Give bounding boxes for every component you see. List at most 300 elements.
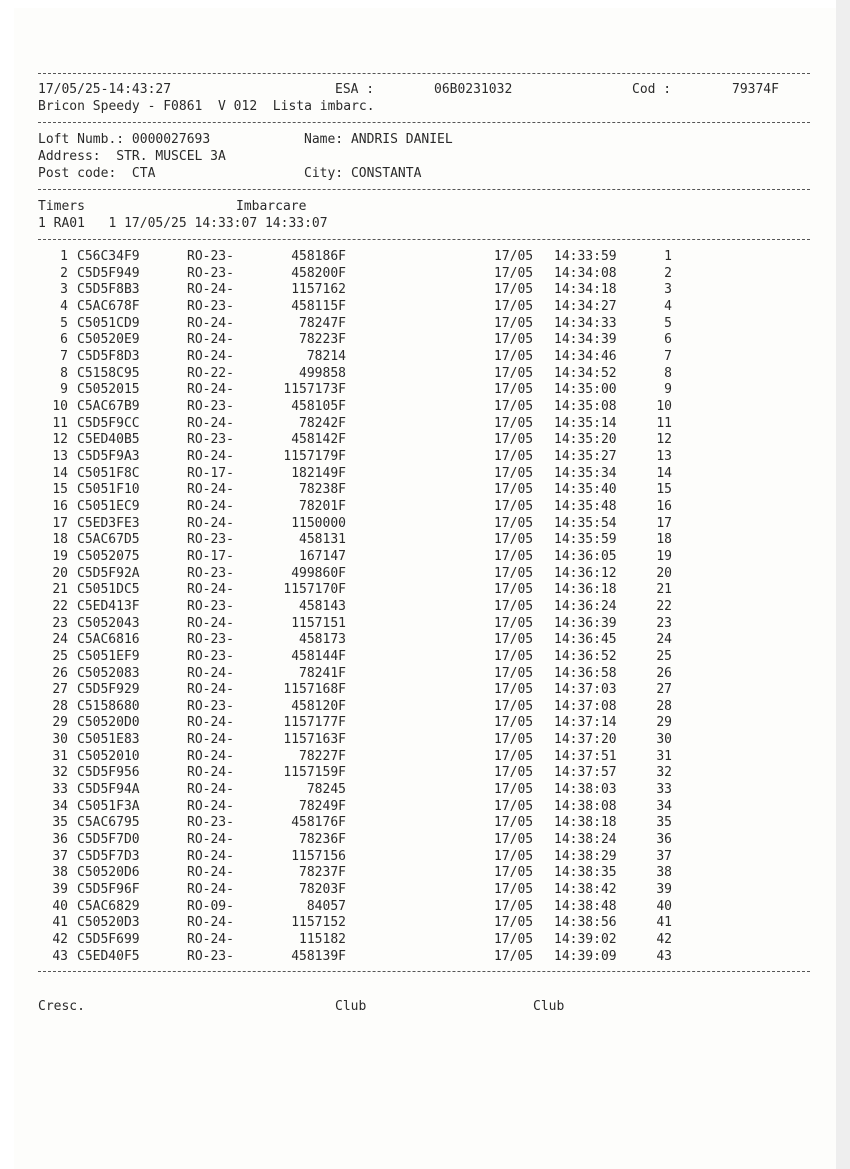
row-index: 20: [52, 565, 68, 581]
arrival-time: 14:36:45: [554, 632, 617, 648]
ring-number: 167147: [299, 548, 346, 564]
table-row: [0, 249, 850, 266]
table-row: [0, 915, 850, 932]
position: 33: [656, 782, 672, 798]
position: 23: [656, 615, 672, 631]
chip-id: C5051E83: [77, 732, 140, 748]
arrival-date: 17/05: [494, 632, 534, 648]
arrival-time: 14:38:29: [554, 848, 617, 864]
ring-prefix: RO-24-: [187, 665, 234, 681]
ring-prefix: RO-24-: [187, 415, 234, 431]
ring-prefix: RO-17-: [187, 465, 234, 481]
position: 26: [656, 665, 672, 681]
position: 15: [656, 482, 672, 498]
arrival-date: 17/05: [494, 282, 534, 298]
row-index: 5: [60, 315, 68, 331]
arrival-date: 17/05: [494, 898, 534, 914]
ring-prefix: RO-23-: [187, 432, 234, 448]
ring-number: 1157173F: [283, 382, 346, 398]
chip-id: C5051F10: [77, 482, 140, 498]
table-row: [0, 482, 850, 499]
ring-number: 1150000: [291, 515, 346, 531]
ring-number: 78214: [306, 348, 346, 364]
arrival-time: 14:37:51: [554, 748, 617, 764]
table-row: [0, 699, 850, 716]
ring-prefix: RO-24-: [187, 582, 234, 598]
separator-header: [38, 122, 810, 123]
arrival-time: 14:39:09: [554, 948, 617, 964]
ring-prefix: RO-23-: [187, 698, 234, 714]
ring-number: 1157156: [291, 848, 346, 864]
chip-id: C5AC678F: [77, 298, 140, 314]
ring-number: 78241F: [299, 665, 346, 681]
position: 30: [656, 732, 672, 748]
ring-prefix: RO-24-: [187, 448, 234, 464]
position: 35: [656, 815, 672, 831]
ring-prefix: RO-17-: [187, 548, 234, 564]
table-row: [0, 832, 850, 849]
arrival-date: 17/05: [494, 715, 534, 731]
ring-prefix: RO-24-: [187, 282, 234, 298]
row-index: 6: [60, 332, 68, 348]
ring-prefix: RO-24-: [187, 832, 234, 848]
ring-prefix: RO-24-: [187, 865, 234, 881]
owner-name: Name: ANDRIS DANIEL: [304, 132, 453, 147]
arrival-date: 17/05: [494, 648, 534, 664]
chip-id: C5ED40F5: [77, 948, 140, 964]
chip-id: C5052010: [77, 748, 140, 764]
arrival-date: 17/05: [494, 948, 534, 964]
ring-number: 78245: [306, 782, 346, 798]
position: 19: [656, 548, 672, 564]
row-index: 42: [52, 932, 68, 948]
arrival-time: 14:36:52: [554, 648, 617, 664]
ring-prefix: RO-24-: [187, 915, 234, 931]
arrival-time: 14:37:57: [554, 765, 617, 781]
row-index: 36: [52, 832, 68, 848]
position: 28: [656, 698, 672, 714]
ring-number: 499858: [299, 365, 346, 381]
table-row: [0, 899, 850, 916]
table-row: [0, 865, 850, 882]
position: 13: [656, 448, 672, 464]
ring-number: 458139F: [291, 948, 346, 964]
ring-number: 458115F: [291, 298, 346, 314]
chip-id: C5052075: [77, 548, 140, 564]
arrival-time: 14:38:03: [554, 782, 617, 798]
ring-number: 115182: [299, 932, 346, 948]
ring-number: 1157168F: [283, 682, 346, 698]
arrival-date: 17/05: [494, 598, 534, 614]
ring-number: 458144F: [291, 648, 346, 664]
chip-id: C5052015: [77, 382, 140, 398]
chip-id: C5ED3FE3: [77, 515, 140, 531]
ring-number: 78201F: [299, 498, 346, 514]
ring-number: 84057: [306, 898, 346, 914]
table-row: [0, 799, 850, 816]
arrival-date: 17/05: [494, 548, 534, 564]
ring-prefix: RO-23-: [187, 815, 234, 831]
ring-prefix: RO-24-: [187, 732, 234, 748]
ring-prefix: RO-23-: [187, 565, 234, 581]
arrival-date: 17/05: [494, 582, 534, 598]
arrival-time: 14:36:24: [554, 598, 617, 614]
ring-number: 1157152: [291, 915, 346, 931]
table-row: [0, 549, 850, 566]
row-index: 33: [52, 782, 68, 798]
ring-prefix: RO-24-: [187, 615, 234, 631]
table-row: [0, 682, 850, 699]
print-datetime: 17/05/25-14:43:27: [38, 82, 172, 97]
timer-line: 1 RA01 1 17/05/25 14:33:07 14:33:07: [38, 216, 328, 231]
position: 40: [656, 898, 672, 914]
arrival-date: 17/05: [494, 865, 534, 881]
table-row: [0, 516, 850, 533]
row-index: 38: [52, 865, 68, 881]
chip-id: C5ED40B5: [77, 432, 140, 448]
position: 18: [656, 532, 672, 548]
row-index: 34: [52, 798, 68, 814]
row-index: 7: [60, 348, 68, 364]
chip-id: C5051F3A: [77, 798, 140, 814]
row-index: 10: [52, 398, 68, 414]
ring-number: 78203F: [299, 882, 346, 898]
arrival-time: 14:38:18: [554, 815, 617, 831]
arrival-time: 14:35:59: [554, 532, 617, 548]
arrival-time: 14:35:14: [554, 415, 617, 431]
ring-number: 182149F: [291, 465, 346, 481]
position: 6: [664, 332, 672, 348]
ring-prefix: RO-24-: [187, 332, 234, 348]
ring-prefix: RO-23-: [187, 398, 234, 414]
row-index: 12: [52, 432, 68, 448]
position: 20: [656, 565, 672, 581]
table-row: [0, 349, 850, 366]
position: 24: [656, 632, 672, 648]
row-index: 1: [60, 249, 68, 264]
ring-prefix: RO-23-: [187, 948, 234, 964]
chip-id: C5AC67D5: [77, 532, 140, 548]
table-row: [0, 299, 850, 316]
table-row: [0, 949, 850, 966]
table-row: [0, 282, 850, 299]
chip-id: C5D5F9CC: [77, 415, 140, 431]
row-index: 26: [52, 665, 68, 681]
chip-id: C5051F8C: [77, 465, 140, 481]
timers-label: Timers: [38, 199, 85, 214]
arrival-time: 14:34:33: [554, 315, 617, 331]
ring-prefix: RO-23-: [187, 598, 234, 614]
row-index: 24: [52, 632, 68, 648]
table-row: [0, 749, 850, 766]
imbarcare-label: Imbarcare: [236, 199, 307, 214]
arrival-time: 14:38:42: [554, 882, 617, 898]
ring-prefix: RO-09-: [187, 898, 234, 914]
table-row: [0, 332, 850, 349]
ring-prefix: RO-23-: [187, 648, 234, 664]
position: 42: [656, 932, 672, 948]
ring-number: 1157159F: [283, 765, 346, 781]
chip-id: C5ED413F: [77, 598, 140, 614]
arrival-time: 14:35:54: [554, 515, 617, 531]
row-index: 23: [52, 615, 68, 631]
ring-number: 458120F: [291, 698, 346, 714]
position: 17: [656, 515, 672, 531]
arrival-date: 17/05: [494, 565, 534, 581]
row-index: 8: [60, 365, 68, 381]
chip-id: C5158C95: [77, 365, 140, 381]
arrival-date: 17/05: [494, 498, 534, 514]
row-index: 3: [60, 282, 68, 298]
position: 12: [656, 432, 672, 448]
chip-id: C5051CD9: [77, 315, 140, 331]
row-index: 11: [52, 415, 68, 431]
position: 4: [664, 298, 672, 314]
chip-id: C5D5F94A: [77, 782, 140, 798]
chip-id: C5D5F929: [77, 682, 140, 698]
ring-prefix: RO-22-: [187, 365, 234, 381]
table-row: [0, 382, 850, 399]
arrival-date: 17/05: [494, 798, 534, 814]
table-row: [0, 432, 850, 449]
arrival-date: 17/05: [494, 532, 534, 548]
row-index: 16: [52, 498, 68, 514]
arrival-time: 14:36:12: [554, 565, 617, 581]
chip-id: C5D5F699: [77, 932, 140, 948]
address: Address: STR. MUSCEL 3A: [38, 149, 226, 164]
arrival-time: 14:34:08: [554, 265, 617, 281]
arrival-date: 17/05: [494, 848, 534, 864]
ring-prefix: RO-24-: [187, 748, 234, 764]
arrival-date: 17/05: [494, 815, 534, 831]
arrival-date: 17/05: [494, 665, 534, 681]
ring-number: 78249F: [299, 798, 346, 814]
chip-id: C5051DC5: [77, 582, 140, 598]
arrival-time: 14:36:58: [554, 665, 617, 681]
arrival-time: 14:34:18: [554, 282, 617, 298]
arrival-time: 14:34:39: [554, 332, 617, 348]
table-row: [0, 932, 850, 949]
ring-number: 78236F: [299, 832, 346, 848]
table-row: [0, 732, 850, 749]
ring-number: 458143: [299, 598, 346, 614]
arrival-time: 14:38:56: [554, 915, 617, 931]
ring-number: 458142F: [291, 432, 346, 448]
chip-id: C5D5F92A: [77, 565, 140, 581]
chip-id: C5051EF9: [77, 648, 140, 664]
row-index: 32: [52, 765, 68, 781]
chip-id: C50520D0: [77, 715, 140, 731]
arrival-date: 17/05: [494, 348, 534, 364]
arrival-time: 14:35:48: [554, 498, 617, 514]
arrival-date: 17/05: [494, 265, 534, 281]
table-row: [0, 715, 850, 732]
chip-id: C5D5F949: [77, 265, 140, 281]
position: 39: [656, 882, 672, 898]
chip-id: C50520D3: [77, 915, 140, 931]
arrival-time: 14:37:08: [554, 698, 617, 714]
arrival-time: 14:37:20: [554, 732, 617, 748]
arrival-time: 14:38:48: [554, 898, 617, 914]
chip-id: C5D5F7D0: [77, 832, 140, 848]
separator-top: [38, 73, 810, 74]
arrival-time: 14:36:39: [554, 615, 617, 631]
ring-number: 1157162: [291, 282, 346, 298]
position: 37: [656, 848, 672, 864]
arrival-date: 17/05: [494, 698, 534, 714]
position: 16: [656, 498, 672, 514]
ring-prefix: RO-24-: [187, 348, 234, 364]
ring-number: 499860F: [291, 565, 346, 581]
table-row: [0, 466, 850, 483]
arrival-time: 14:35:34: [554, 465, 617, 481]
ring-number: 458200F: [291, 265, 346, 281]
cresc-label: Cresc.: [38, 999, 85, 1014]
ring-number: 1157179F: [283, 448, 346, 464]
arrival-date: 17/05: [494, 482, 534, 498]
ring-prefix: RO-24-: [187, 482, 234, 498]
arrival-time: 14:37:03: [554, 682, 617, 698]
club-label-1: Club: [335, 999, 367, 1014]
separator-timers: [38, 239, 810, 240]
row-index: 4: [60, 298, 68, 314]
arrival-date: 17/05: [494, 615, 534, 631]
arrival-time: 14:33:59: [554, 249, 617, 264]
position: 25: [656, 648, 672, 664]
arrival-date: 17/05: [494, 515, 534, 531]
cod-label: Cod :: [632, 82, 672, 97]
table-row: [0, 632, 850, 649]
row-index: 27: [52, 682, 68, 698]
chip-id: C5AC6795: [77, 815, 140, 831]
ring-number: 1157151: [291, 615, 346, 631]
arrival-time: 14:36:05: [554, 548, 617, 564]
table-row: [0, 582, 850, 599]
arrival-date: 17/05: [494, 332, 534, 348]
ring-number: 1157163F: [283, 732, 346, 748]
row-index: 35: [52, 815, 68, 831]
row-index: 15: [52, 482, 68, 498]
arrival-date: 17/05: [494, 915, 534, 931]
arrival-date: 17/05: [494, 832, 534, 848]
chip-id: C50520E9: [77, 332, 140, 348]
table-row: [0, 566, 850, 583]
arrival-time: 14:35:00: [554, 382, 617, 398]
ring-number: 1157170F: [283, 582, 346, 598]
ring-number: 78242F: [299, 415, 346, 431]
ring-prefix: RO-24-: [187, 798, 234, 814]
row-index: 40: [52, 898, 68, 914]
position: 36: [656, 832, 672, 848]
table-row: [0, 599, 850, 616]
position: 29: [656, 715, 672, 731]
ring-number: 78247F: [299, 315, 346, 331]
arrival-date: 17/05: [494, 448, 534, 464]
row-index: 39: [52, 882, 68, 898]
arrival-time: 14:38:35: [554, 865, 617, 881]
arrival-time: 14:37:14: [554, 715, 617, 731]
ring-prefix: RO-24-: [187, 848, 234, 864]
separator-list-end: [38, 971, 810, 972]
arrival-time: 14:35:20: [554, 432, 617, 448]
chip-id: C5D5F8B3: [77, 282, 140, 298]
arrival-date: 17/05: [494, 882, 534, 898]
arrival-time: 14:34:27: [554, 298, 617, 314]
ring-prefix: RO-23-: [187, 265, 234, 281]
row-index: 31: [52, 748, 68, 764]
row-index: 21: [52, 582, 68, 598]
chip-id: C5052083: [77, 665, 140, 681]
chip-id: C5D5F8D3: [77, 348, 140, 364]
esa-label: ESA :: [335, 82, 375, 97]
arrival-date: 17/05: [494, 415, 534, 431]
position: 38: [656, 865, 672, 881]
row-index: 28: [52, 698, 68, 714]
ring-number: 78238F: [299, 482, 346, 498]
chip-id: C5D5F96F: [77, 882, 140, 898]
arrival-date: 17/05: [494, 398, 534, 414]
ring-prefix: RO-24-: [187, 715, 234, 731]
ring-number: 458105F: [291, 398, 346, 414]
arrival-time: 14:39:02: [554, 932, 617, 948]
ring-number: 458131: [299, 532, 346, 548]
chip-id: C5D5F9A3: [77, 448, 140, 464]
arrival-time: 14:35:08: [554, 398, 617, 414]
chip-id: C5AC67B9: [77, 398, 140, 414]
chip-id: C5AC6816: [77, 632, 140, 648]
chip-id: C50520D6: [77, 865, 140, 881]
arrival-time: 14:36:18: [554, 582, 617, 598]
ring-prefix: RO-24-: [187, 882, 234, 898]
table-row: [0, 765, 850, 782]
position: 8: [664, 365, 672, 381]
chip-id: C5D5F956: [77, 765, 140, 781]
chip-id: C5052043: [77, 615, 140, 631]
ring-prefix: RO-23-: [187, 249, 234, 264]
position: 5: [664, 315, 672, 331]
arrival-date: 17/05: [494, 682, 534, 698]
position: 32: [656, 765, 672, 781]
row-index: 30: [52, 732, 68, 748]
position: 11: [656, 415, 672, 431]
ring-number: 458186F: [291, 249, 346, 264]
ring-number: 458173: [299, 632, 346, 648]
ring-prefix: RO-24-: [187, 782, 234, 798]
table-row: [0, 666, 850, 683]
position: 31: [656, 748, 672, 764]
cod-value: 79374F: [732, 82, 779, 97]
ring-prefix: RO-23-: [187, 298, 234, 314]
row-index: 9: [60, 382, 68, 398]
arrival-date: 17/05: [494, 932, 534, 948]
position: 14: [656, 465, 672, 481]
row-index: 29: [52, 715, 68, 731]
table-row: [0, 449, 850, 466]
position: 9: [664, 382, 672, 398]
chip-id: C5051EC9: [77, 498, 140, 514]
arrival-time: 14:35:27: [554, 448, 617, 464]
loft-number: Loft Numb.: 0000027693: [38, 132, 211, 147]
ring-number: 78227F: [299, 748, 346, 764]
table-row: [0, 532, 850, 549]
arrival-date: 17/05: [494, 249, 534, 264]
table-row: [0, 782, 850, 799]
ring-prefix: RO-24-: [187, 498, 234, 514]
chip-id: C56C34F9: [77, 249, 140, 264]
row-index: 2: [60, 265, 68, 281]
ring-prefix: RO-24-: [187, 315, 234, 331]
position: 2: [664, 265, 672, 281]
